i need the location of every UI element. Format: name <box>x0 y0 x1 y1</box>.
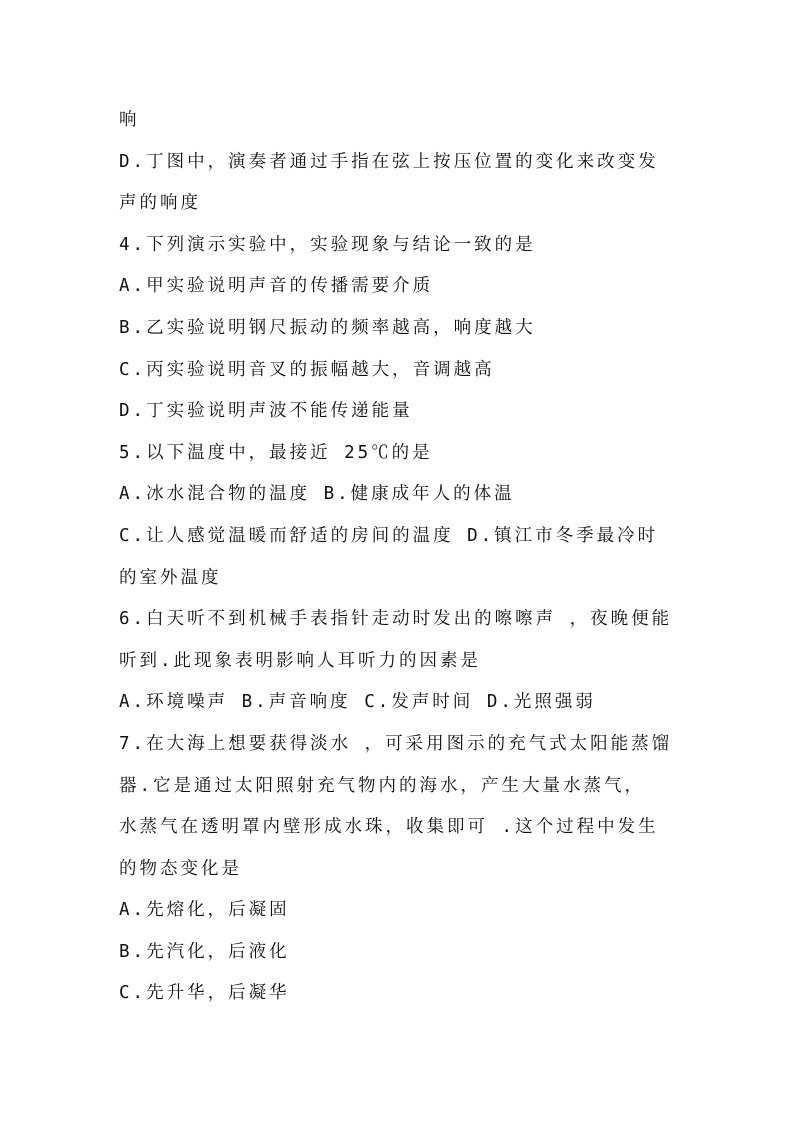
question-7: 7.在大海上想要获得淡水 ，可采用图示的充气式太阳能蒸馏 <box>119 733 673 754</box>
text-line: 器.它是通过太阳照射充气物内的海水，产生大量水蒸气， <box>119 775 646 796</box>
question-4-option-d: D.丁实验说明声波不能传递能量 <box>119 401 413 422</box>
question-4-option-c: C.丙实验说明音叉的振幅越大，音调越高 <box>119 359 495 380</box>
question-7-option-b: B.先汽化，后液化 <box>119 941 290 962</box>
text-line: 响 <box>119 110 140 130</box>
text-line: 的室外温度 <box>119 567 222 588</box>
document-text <box>119 100 719 1015</box>
question-5: 5.以下温度中，最接近 25℃的是 <box>119 442 433 463</box>
text-line: 水蒸气在透明罩内壁形成水珠，收集即可 .这个过程中发生 <box>119 817 659 838</box>
question-7-option-a: A.先熔化，后凝固 <box>119 900 290 921</box>
question-4-option-a: A.甲实验说明声音的传播需要介质 <box>119 276 434 297</box>
question-5-options-cd: C.让人感觉温暖而舒适的房间的温度 D.镇江市冬季最冷时 <box>119 525 659 546</box>
question-6-options: A.环境噪声 B.声音响度 C.发声时间 D.光照强弱 <box>119 692 596 713</box>
question-6: 6.白天听不到机械手表指针走动时发出的嚓嚓声 ，夜晚便能 <box>119 609 673 630</box>
text-line: 的物态变化是 <box>119 858 242 879</box>
option-d-line: D.丁图中，演奏者通过手指在弦上按压位置的变化来改变发 <box>119 151 659 172</box>
question-4: 4.下列演示实验中，实验现象与结论一致的是 <box>119 234 536 255</box>
question-7-option-c: C.先升华，后凝华 <box>119 983 290 1004</box>
question-4-option-b: B.乙实验说明钢尺振动的频率越高，响度越大 <box>119 317 536 338</box>
text-line: 声的响度 <box>119 193 201 214</box>
text-line: 听到.此现象表明影响人耳听力的因素是 <box>119 650 482 671</box>
question-5-options-ab: A.冰水混合物的温度 B.健康成年人的体温 <box>119 484 515 505</box>
